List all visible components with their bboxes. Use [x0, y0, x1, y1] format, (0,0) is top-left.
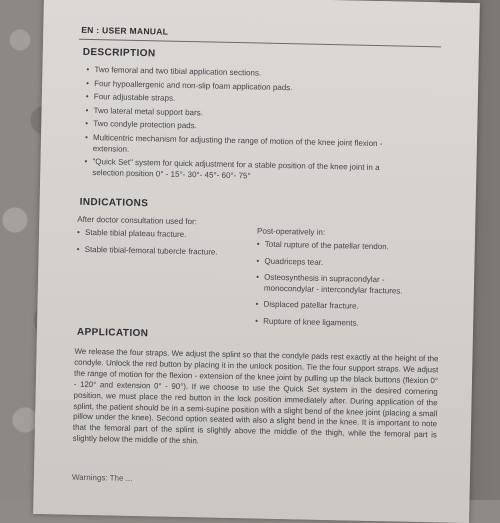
list-item: • Two condyle protection pads. — [85, 119, 385, 136]
list-item: • Multicentric mechanism for adjusting the range of motion of the knee joint flexion - extension. — [85, 133, 385, 160]
indications-right-column — [255, 227, 427, 337]
footer-text: Warnings: The ... — [71, 472, 133, 483]
indications-left-intro: After doctor consultation used for: — [77, 214, 197, 227]
list-item: • Four hypoallergenic and non-slip foam application pads. — [86, 78, 386, 95]
application-paragraph: We release the four straps. We adjust the splint so that the condyle pads rest exactly at the height of the condyle. Unlock the red button by placing it in the unlock position. Tie the four support straps. We adjust the range of motion for the flexion - extension of the knee joint by pulling up the black buttons (flexion 0° - 120° and extension 0° - 90°). If we choose to use the Quick Set system in the desired cornering position, we must place the red button in the lock position immediately after. During application of the splint, the patient should be in a semi-supine position with a slight bend of the knee joint (placing a small pillow under the knee). Second option seated with also a slight bend in the knee. It is important to note that the femoral part of the splint is slightly above the middle of the thigh, while the femoral part is slightly below the middle of the shin. — [72, 346, 439, 446]
application-title: APPLICATION — [76, 326, 149, 340]
indications-title: INDICATIONS — [79, 196, 149, 210]
list-item: • Stable tibial-femoral tubercle fracture. — [77, 244, 257, 258]
header-divider — [79, 39, 441, 48]
indications-right-list — [255, 240, 427, 331]
list-item: • Stable tibial plateau fracture. — [77, 228, 257, 242]
list-item: • Rupture of knee ligaments. — [255, 316, 425, 330]
list-item: • Two lateral metal support bars. — [85, 106, 385, 123]
list-item: • Total rupture of the patellar tendon. — [257, 240, 427, 254]
list-item: • Osteosynthesis in supracondylar - monocondylar - intercondylar fractures. — [256, 273, 426, 298]
indications-right-intro: Post-operatively in: — [256, 226, 326, 237]
manual-header: EN : USER MANUAL — [81, 24, 169, 37]
indications-left-column — [76, 215, 257, 265]
list-item: • Quadriceps tear. — [256, 256, 426, 270]
description-list — [84, 65, 386, 188]
list-item: • "Quick Set" system for quick adjustment for a stable position of the knee joint in a selection position 0° - 15°- 30°- 45°- 60°- 75° — [84, 157, 384, 184]
description-title: DESCRIPTION — [82, 46, 156, 60]
list-item: • Four adjustable straps. — [86, 92, 386, 109]
indications-left-list — [77, 228, 258, 259]
list-item: • Displaced patellar fracture. — [255, 300, 425, 314]
manual-page — [33, 0, 480, 523]
list-item: • Two femoral and two tibial application sections. — [86, 65, 386, 82]
